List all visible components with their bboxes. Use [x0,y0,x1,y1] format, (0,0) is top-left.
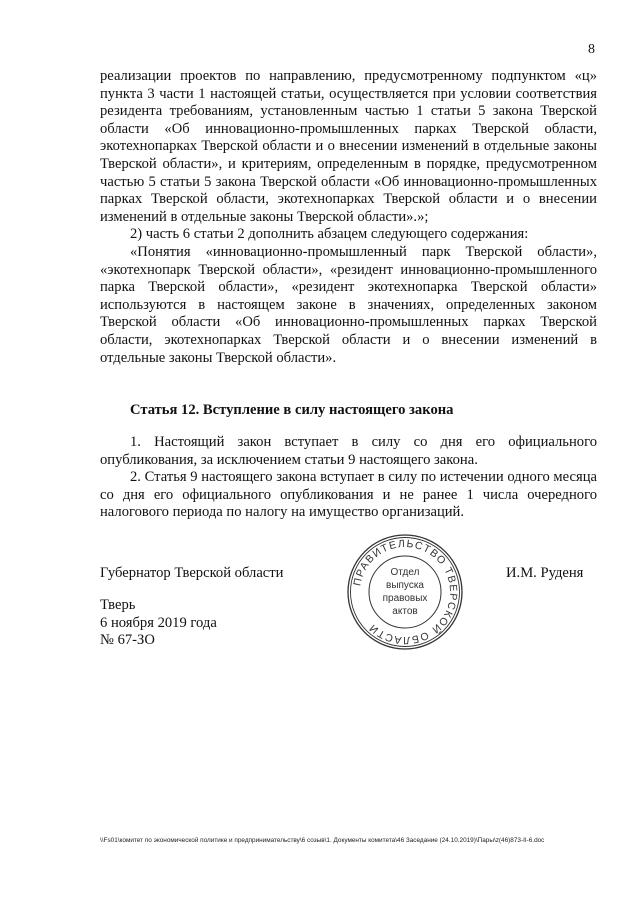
signatory-name: И.М. Руденя [506,565,584,581]
article-text-block [100,434,597,522]
article-paragraph-1: 1. Настоящий закон вступает в силу со дня его официального опубликования, за исключением статьи 9 настоящего закона. [100,434,597,468]
place-date-block [100,597,217,650]
paragraph-amendment-item: 2) часть 6 статьи 2 дополнить абзацем следующего содержания: [130,226,529,243]
stamp-ring-text: ПРАВИТЕЛЬСТВО ТВЕРСКОЙ ОБЛАСТИ [351,537,460,647]
stamp-line-1: Отдел [390,567,420,578]
city: Тверь [100,597,136,613]
svg-text:ПРАВИТЕЛЬСТВО ТВЕРСКОЙ ОБЛАСТИ [351,538,459,646]
footer-file-path: \\Fs01\комитет по экономической политике и предпринимательству\6 созыв\1. Документы комитета\46 Заседание (24.10.2019)\Пары\z(46)873-II-6.doc [100,837,545,844]
stamp-line-2: выпуска [386,580,424,591]
page-number: 8 [588,42,595,57]
article-paragraph-2: 2. Статья 9 настоящего закона вступает в силу по истечении одного месяца со дня его официального опубликования и не ранее 1 числа очередного налогового периода по налогу на имущество организаций. [100,469,597,521]
stamp-line-4: актов [392,606,418,617]
signatory-title: Губернатор Тверской области [100,565,284,581]
paragraph-quoted-definitions: «Понятия «инновационно-промышленный парк Тверской области», «экотехнопарк Тверской области», «резидент инновационно-промышленного парка Тверской области», «резидент экотехнопарка Тверской области» используются в настоящем законе в значениях, определенных законом Тверской области «Об инновационно-промышленных парках Тверской области, экотехнопарках Тверской области и о внесении изменений в отдельные законы Тверской области». [100,243,597,366]
paragraph-continuation: реализации проектов по направлению, предусмотренному подпунктом «ц» пункта 3 части 1 настоящей статьи, осуществляется при условии соответствия резидента требованиям, установленным частью 1 статьи 5 закона Тверской области «Об инновационно-промышленных парках Тверской области, экотехнопарках Тверской области и о внесении изменений в отдельные законы Тверской области», и критериям, определенным в порядке, предусмотренном частью 5 статьи 5 закона Тверской области «Об инновационно-промышленных парках Тверской области, экотехнопарках Тверской области и о внесении изменений в отдельные законы Тверской области».»; [100,68,597,225]
stamp-line-3: правовых [382,593,428,604]
law-text-block [100,68,597,367]
law-number: № 67-ЗО [100,632,155,649]
official-stamp [346,533,464,651]
date: 6 ноября 2019 года [100,614,217,631]
article-heading: Статья 12. Вступление в силу настоящего закона [130,402,454,418]
